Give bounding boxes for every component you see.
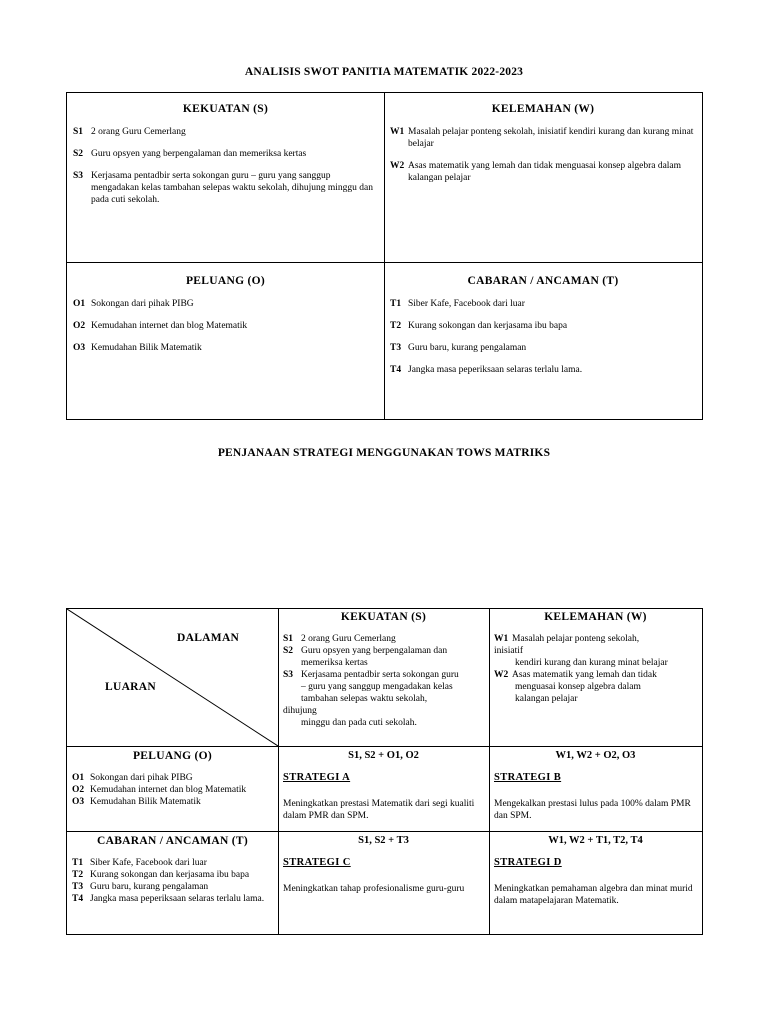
item-text: Siber Kafe, Facebook dari luar	[408, 299, 525, 309]
item-code: T3	[72, 882, 84, 892]
item-code: S1	[283, 634, 294, 644]
item-code: W1	[390, 127, 405, 137]
item-text: Siber Kafe, Facebook dari luar	[90, 858, 207, 868]
tows-strengths-cell	[278, 611, 489, 729]
tows-divider	[67, 831, 702, 832]
item-text: Sokongan dari pihak PIBG	[90, 773, 193, 783]
tows-threat-item	[72, 869, 273, 881]
swot-strengths-cell	[67, 103, 384, 206]
swot-threats-heading: CABARAN / ANCAMAN (T)	[467, 275, 619, 287]
swot-weakness-item	[390, 160, 696, 184]
swot-strength-item	[73, 148, 378, 160]
strategy-label: STRATEGI B	[494, 772, 562, 783]
item-code: S2	[283, 646, 294, 656]
item-text: Kemudahan internet dan blog Matematik	[90, 785, 247, 795]
strategy-description: Meningkatkan pemahaman algebra dan minat murid dalam matapelajaran Matematik.	[494, 884, 693, 906]
swot-weaknesses-cell	[384, 103, 702, 184]
item-code: T2	[72, 870, 84, 880]
tows-weaknesses-heading: KELEMAHAN (W)	[544, 611, 647, 623]
swot-threat-item	[390, 320, 696, 332]
tows-divider	[67, 746, 702, 747]
swot-threat-item	[390, 364, 696, 376]
item-text: Kurang sokongan dan kerjasama ibu bapa	[90, 870, 250, 880]
tows-opportunity-item	[72, 784, 273, 796]
tows-threats-heading: CABARAN / ANCAMAN (T)	[97, 835, 248, 847]
item-text-continued: memeriksa kertas	[301, 658, 368, 668]
item-text-continued: menguasai konsep algebra dalam	[515, 682, 641, 692]
item-text-continued: kendiri kurang dan kurang minat belajar	[515, 658, 668, 668]
item-code: O3	[73, 343, 86, 353]
swot-opportunities-cell	[67, 275, 384, 354]
tows-title: PENJANAAN STRATEGI MENGGUNAKAN TOWS MATRIKS	[217, 447, 551, 459]
tows-opportunity-item	[72, 772, 273, 784]
item-code: O1	[72, 773, 85, 783]
tows-opportunity-item	[72, 796, 273, 808]
item-text: 2 orang Guru Cemerlang	[301, 634, 396, 644]
item-text-continued: tambahan selepas waktu sekolah,	[301, 694, 428, 704]
corner-internal-label: DALAMAN	[177, 632, 240, 644]
tows-strengths-heading: KEKUATAN (S)	[340, 611, 427, 623]
item-code: O3	[72, 797, 85, 807]
tows-weakness-item	[494, 633, 697, 645]
tows-threat-item	[72, 893, 273, 905]
swot-opportunity-item	[73, 342, 378, 354]
strategy-combination: S1, S2 + T3	[358, 835, 409, 846]
item-code: O1	[73, 299, 86, 309]
item-code: T3	[390, 343, 402, 353]
item-code: W1	[494, 634, 509, 644]
tows-strength-item	[283, 669, 484, 681]
item-text: Kemudahan Bilik Matematik	[91, 343, 202, 353]
item-code: T1	[72, 858, 84, 868]
item-text: Masalah pelajar ponteng sekolah,	[512, 634, 640, 644]
strategy-combination: W1, W2 + T1, T2, T4	[548, 835, 643, 846]
item-code: O2	[72, 785, 85, 795]
swot-strength-item	[73, 170, 378, 206]
swot-threat-item	[390, 298, 696, 310]
item-code: W2	[494, 670, 509, 680]
item-text: Guru baru, kurang pengalaman	[408, 343, 527, 353]
item-text: 2 orang Guru Cemerlang	[91, 127, 186, 137]
item-text: Kerjasama pentadbir serta sokongan guru	[301, 670, 459, 680]
tows-threats-cell	[67, 835, 278, 905]
strategy-combination: S1, S2 + O1, O2	[348, 750, 419, 761]
strategy-st-cell	[278, 835, 489, 895]
item-code: S3	[283, 670, 294, 680]
item-text: Kemudahan Bilik Matematik	[90, 797, 201, 807]
swot-strength-item	[73, 126, 378, 138]
swot-divider-horizontal	[67, 262, 702, 263]
swot-opportunity-item	[73, 320, 378, 332]
item-text: Jangka masa peperiksaan selaras terlalu lama.	[90, 894, 265, 904]
item-code: W2	[390, 161, 405, 171]
item-text: Masalah pelajar ponteng sekolah, inisiatif kendiri kurang dan kurang minat belajar	[408, 127, 694, 149]
tows-threat-item	[72, 857, 273, 869]
item-text: Jangka masa peperiksaan selaras terlalu lama.	[408, 365, 583, 375]
swot-weaknesses-heading: KELEMAHAN (W)	[491, 103, 595, 115]
item-code: S2	[73, 149, 84, 159]
item-code: O2	[73, 321, 86, 331]
swot-opportunities-heading: PELUANG (O)	[185, 275, 265, 287]
swot-threats-cell	[384, 275, 702, 376]
item-code: T4	[72, 894, 84, 904]
tows-strength-item	[283, 645, 484, 657]
swot-title: ANALISIS SWOT PANITIA MATEMATIK 2022-2023	[244, 66, 524, 78]
item-text: Asas matematik yang lemah dan tidak	[512, 670, 657, 680]
item-code: T1	[390, 299, 402, 309]
item-text: Asas matematik yang lemah dan tidak menguasai konsep algebra dalam kalangan pelajar	[408, 161, 682, 183]
strategy-label: STRATEGI D	[494, 857, 562, 868]
item-code: T2	[390, 321, 402, 331]
item-text: Kerjasama pentadbir serta sokongan guru – guru yang sanggup mengadakan kelas tambahan selepas waktu sekolah, dihujung minggu dan pada cuti sekolah.	[91, 171, 374, 205]
swot-strengths-heading: KEKUATAN (S)	[182, 103, 269, 115]
strategy-wo-cell	[489, 750, 702, 822]
item-text-continued: inisiatif	[494, 646, 524, 656]
item-text: Sokongan dari pihak PIBG	[91, 299, 194, 309]
item-text: Kurang sokongan dan kerjasama ibu bapa	[408, 321, 568, 331]
tows-threat-item	[72, 881, 273, 893]
tows-opportunities-heading: PELUANG (O)	[132, 750, 212, 762]
swot-threat-item	[390, 342, 696, 354]
tows-matrix	[66, 608, 703, 935]
strategy-label: STRATEGI C	[283, 857, 351, 868]
tows-strength-item	[283, 633, 484, 645]
tows-weakness-item	[494, 669, 697, 681]
strategy-label: STRATEGI A	[283, 772, 351, 783]
strategy-description: Mengekalkan prestasi lulus pada 100% dalam PMR dan SPM.	[494, 799, 691, 821]
swot-table	[66, 92, 703, 420]
strategy-wt-cell	[489, 835, 702, 907]
tows-weaknesses-cell	[489, 611, 702, 705]
item-text-continued: kalangan pelajar	[515, 694, 578, 704]
item-text: Guru baru, kurang pengalaman	[90, 882, 209, 892]
strategy-combination: W1, W2 + O2, O3	[555, 750, 636, 761]
item-code: S3	[73, 171, 84, 181]
tows-opportunities-cell	[67, 750, 278, 808]
item-text-continued: dihujung	[283, 706, 317, 716]
swot-weakness-item	[390, 126, 696, 150]
item-text: Kemudahan internet dan blog Matematik	[91, 321, 248, 331]
corner-diagonal-line	[67, 609, 278, 746]
swot-opportunity-item	[73, 298, 378, 310]
item-code: T4	[390, 365, 402, 375]
strategy-description: Meningkatkan tahap profesionalisme guru-guru	[283, 884, 465, 894]
corner-external-label: LUARAN	[105, 681, 156, 693]
strategy-description: Meningkatkan prestasi Matematik dari segi kualiti dalam PMR dan SPM.	[283, 799, 475, 821]
item-text-continued: minggu dan pada cuti sekolah.	[301, 718, 417, 728]
item-text-continued: – guru yang sanggup mengadakan kelas	[301, 682, 453, 692]
item-code: S1	[73, 127, 84, 137]
item-text: Guru opsyen yang berpengalaman dan	[301, 646, 448, 656]
item-text: Guru opsyen yang berpengalaman dan memeriksa kertas	[91, 149, 307, 159]
strategy-so-cell	[278, 750, 489, 822]
